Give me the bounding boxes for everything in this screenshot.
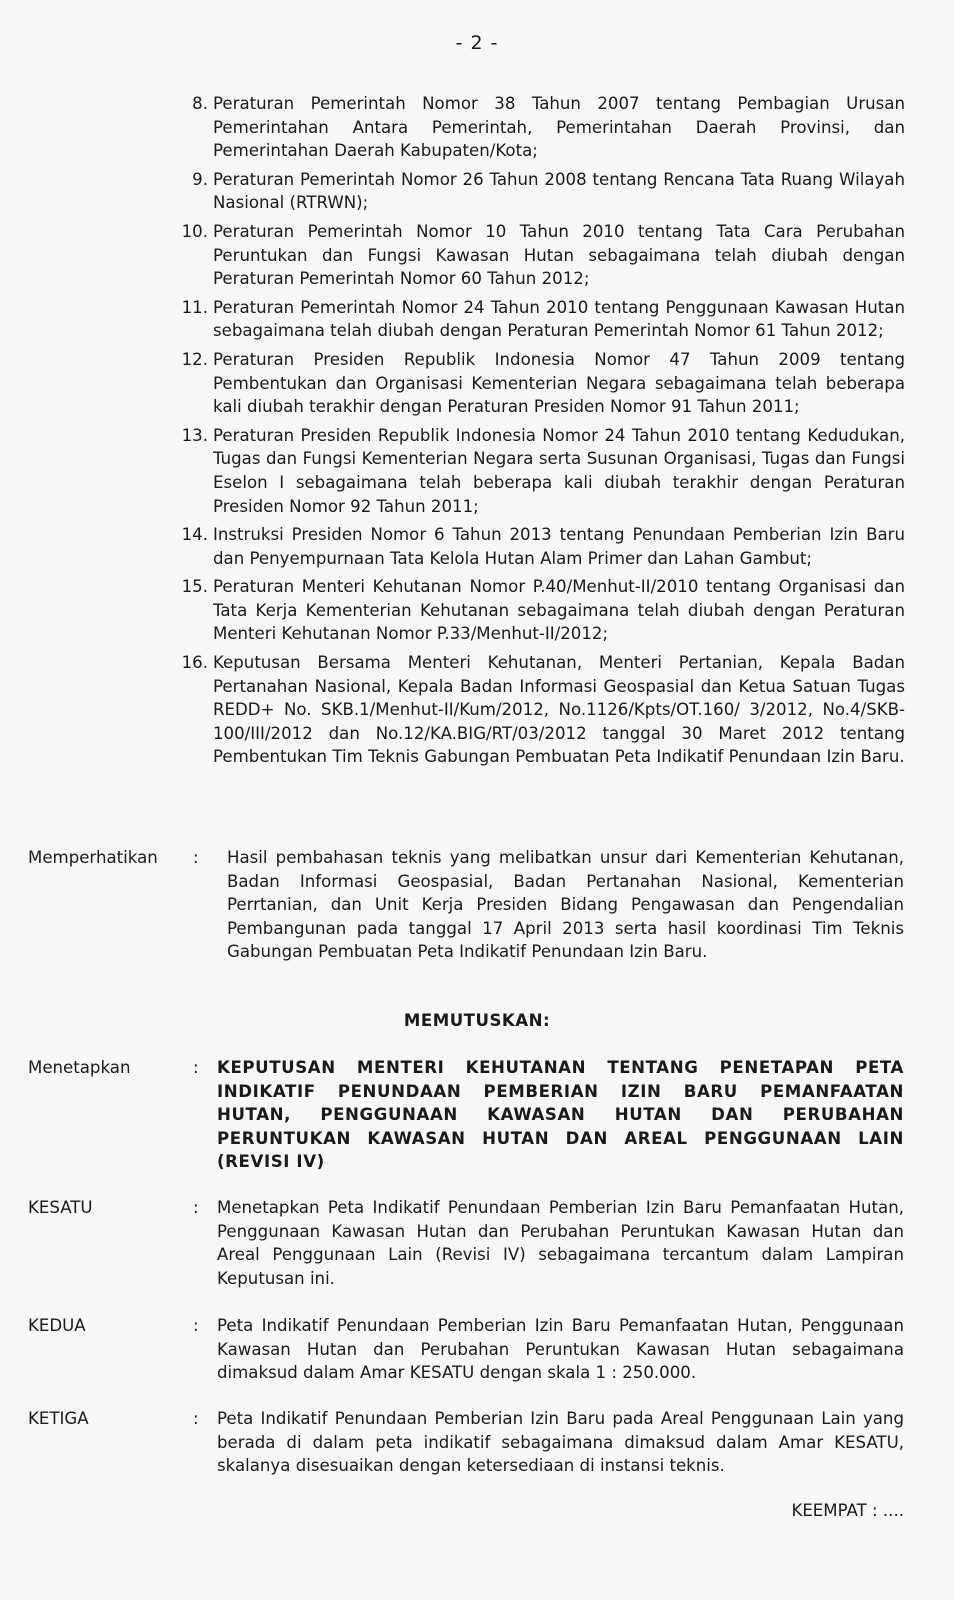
menetapkan-label: Menetapkan [28, 1058, 131, 1077]
list-item [170, 424, 905, 518]
list-item-number: 8. [192, 94, 208, 113]
ketiga-colon: : [193, 1409, 199, 1428]
decision-heading: MEMUTUSKAN: [403, 1011, 551, 1030]
kedua-text: Peta Indikatif Penundaan Pemberian Izin Baru Pemanfaatan Hutan, Penggunaan Kawasan Hutan dan Perubahan Peruntukan Kawasan Hutan sebagaimana dimaksud dalam Amar KESATU dengan skala 1 : 250.000. [217, 1316, 904, 1383]
list-item-text: Peraturan Pemerintah Nomor 38 Tahun 2007 tentang Pembagian Urusan Pemerintahan Antara Pemerintah, Pemerintahan Daerah Provinsi, dan Pemerintahan Daerah Kabupaten/Kota; [213, 94, 905, 161]
list-item [170, 220, 905, 291]
kedua-label: KEDUA [28, 1316, 86, 1335]
kesatu-label: KESATU [28, 1198, 93, 1217]
list-item-text: Peraturan Presiden Republik Indonesia Nomor 24 Tahun 2010 tentang Kedudukan, Tugas dan Fungsi Kementerian Negara serta Susunan Organisasi, Tugas dan Fungsi Eselon I sebagaimana telah beberapa kali diubah terakhir dengan Peraturan Presiden Nomor 92 Tahun 2011; [213, 425, 905, 516]
list-item [170, 168, 905, 215]
list-item [170, 575, 905, 646]
list-item-number: 14. [181, 525, 208, 545]
list-item-number: 9. [192, 169, 208, 189]
list-item-text: Instruksi Presiden Nomor 6 Tahun 2013 tentang Penundaan Pemberian Izin Baru dan Penyempurnaan Tata Kelola Hutan Alam Primer dan Lahan Gambut; [213, 525, 905, 568]
reference-list [170, 92, 905, 774]
menetapkan-text: KEPUTUSAN MENTERI KEHUTANAN TENTANG PENETAPAN PETA INDIKATIF PENUNDAAN PEMBERIAN IZIN BARU PEMANFAATAN HUTAN, PENGGUNAAN KAWASAN HUTAN DAN PERUBAHAN PERUNTUKAN KAWASAN HUTAN DAN AREAL PENGGUNAAN LAIN (REVISI IV) [217, 1058, 904, 1172]
list-item-number: 15. [181, 577, 208, 597]
list-item-number: 13. [181, 425, 208, 445]
list-item-text: Peraturan Menteri Kehutanan Nomor P.40/Menhut-II/2010 tentang Organisasi dan Tata Kerja Kementerian Kehutanan sebagaimana telah diubah dengan Peraturan Menteri Kehutanan Nomor P.33/Menhut-II/2012; [213, 577, 905, 644]
list-item-text: Peraturan Pemerintah Nomor 10 Tahun 2010 tentang Tata Cara Perubahan Peruntukan dan Fungsi Kawasan Hutan sebagaimana telah diubah dengan Peraturan Pemerintah Nomor 60 Tahun 2012; [213, 221, 905, 289]
ketiga-label: KETIGA [28, 1409, 89, 1428]
memperhatikan-text: Hasil pembahasan teknis yang melibatkan unsur dari Kementerian Kehutanan, Badan Informasi Geospasial, Badan Pertanahan Nasional, Kementerian Perrtanian, dan Unit Kerja Presiden Bidang Pengawasan dan Pengendalian Pembangunan pada tanggal 17 April 2013 serta hasil koordinasi Tim Teknis Gabungan Pembuatan Peta Indikatif Penundaan Izin Baru. [227, 848, 904, 962]
list-item-text: Peraturan Presiden Republik Indonesia Nomor 47 Tahun 2009 tentang Pembentukan dan Organisasi Kementerian Negara sebagaimana telah beberapa kali diubah terakhir dengan Peraturan Presiden Nomor 91 Tahun 2011; [213, 349, 905, 417]
kesatu-text: Menetapkan Peta Indikatif Penundaan Pemberian Izin Baru Pemanfaatan Hutan, Penggunaan Kawasan Hutan dan Perubahan Peruntukan Kawasan Hutan dan Areal Penggunaan Lain (Revisi IV) sebagaimana tercantum dalam Lampiran Keputusan ini. [217, 1198, 904, 1288]
list-item-text: Peraturan Pemerintah Nomor 26 Tahun 2008 tentang Rencana Tata Ruang Wilayah Nasional (RTRWN); [213, 169, 905, 213]
page-number: - 2 - [455, 32, 499, 54]
list-item [170, 92, 905, 163]
list-item-number: 10. [181, 221, 208, 241]
list-item-number: 16. [181, 653, 208, 673]
ketiga-text: Peta Indikatif Penundaan Pemberian Izin Baru pada Areal Penggunaan Lain yang berada di dalam peta indikatif sebagaimana dimaksud dalam Amar KESATU, skalanya disesuaikan dengan ketersediaan di instansi teknis. [217, 1409, 904, 1476]
menetapkan-colon: : [193, 1058, 199, 1077]
list-item-text: Peraturan Pemerintah Nomor 24 Tahun 2010 tentang Penggunaan Kawasan Hutan sebagaimana telah diubah dengan Peraturan Pemerintah Nomor 61 Tahun 2012; [213, 297, 905, 341]
list-item [170, 651, 905, 769]
list-item [170, 348, 905, 419]
memperhatikan-label: Memperhatikan [28, 848, 158, 867]
kesatu-colon: : [193, 1198, 199, 1217]
list-item-number: 12. [181, 349, 208, 369]
continuation-marker: KEEMPAT : .... [791, 1501, 904, 1520]
list-item-number: 11. [181, 297, 208, 317]
list-item [170, 296, 905, 343]
list-item [170, 523, 905, 570]
memperhatikan-colon: : [193, 848, 199, 867]
list-item-text: Keputusan Bersama Menteri Kehutanan, Menteri Pertanian, Kepala Badan Pertanahan Nasional, Kepala Badan Informasi Geospasial dan Ketua Satuan Tugas REDD+ No. SKB.1/Menhut-II/Kum/2012, No.1126/Kpts/OT.160/ 3/2012, No.4/SKB-100/III/2012 dan No.12/KA.BIG/RT/03/2012 tanggal 30 Maret 2012 tentang Pembentukan Tim Teknis Gabungan Pembuatan Peta Indikatif Penundaan Izin Baru. [213, 653, 905, 767]
kedua-colon: : [193, 1316, 199, 1335]
